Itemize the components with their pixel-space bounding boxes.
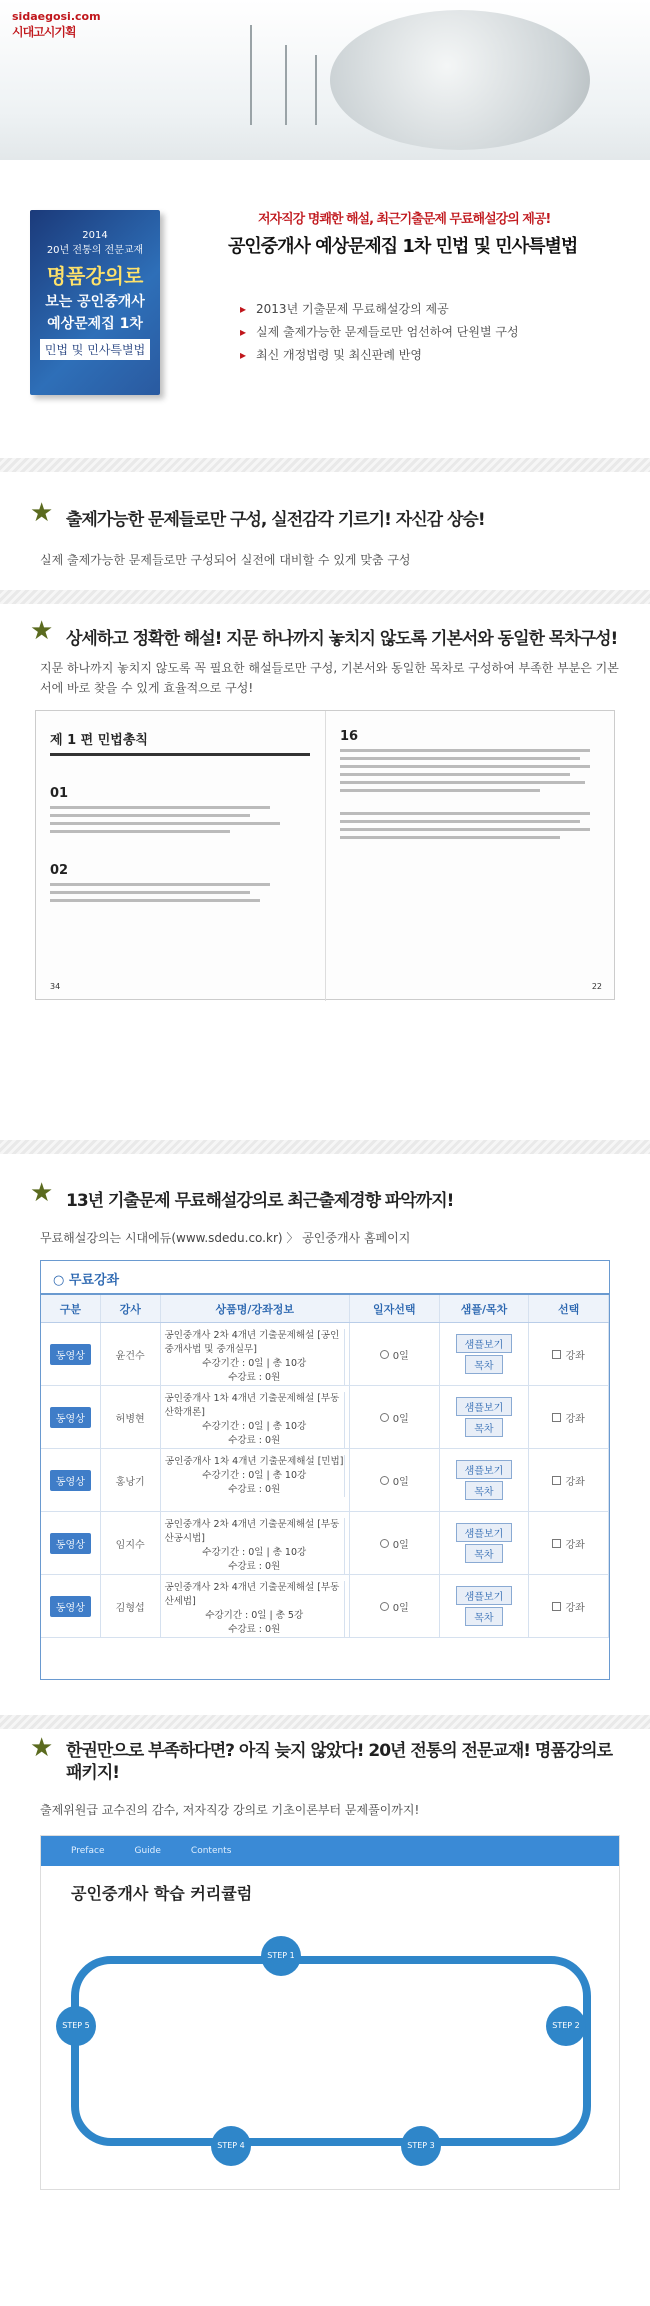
curriculum-title: 공인중개사 학습 커리큘럼 [71, 1884, 253, 1903]
table-row [41, 1323, 609, 1386]
teacher-cell: 김형섭 [101, 1575, 161, 1637]
course-info-cell [161, 1512, 350, 1574]
toc-button[interactable]: 목차 [465, 1481, 502, 1500]
select-label: 강좌 [565, 1476, 585, 1488]
sample-question-number: 02 [50, 863, 69, 878]
type-cell [41, 1323, 101, 1385]
section-title: 한권만으로 부족하다면? 아직 늦지 않았다! 20년 전통의 전문교재! 명품강의로 패키지! [66, 1741, 613, 1783]
divider [0, 458, 650, 472]
book-title: 명품강의로 [46, 264, 144, 288]
windmill-icon [285, 45, 287, 125]
date-cell [350, 1575, 440, 1637]
teacher-cell: 홍낭기 [101, 1449, 161, 1511]
table-row [41, 1449, 609, 1512]
sample-button[interactable]: 샘플보기 [456, 1586, 513, 1605]
header-cell: 구분 [41, 1295, 101, 1322]
sample-cell [440, 1323, 530, 1385]
video-badge[interactable]: 동영상 [50, 1470, 91, 1491]
book-year: 2014 [82, 230, 108, 241]
course-name[interactable]: 공인중개사 1차 4개년 기출문제해설 [부동산학개론] [165, 1392, 345, 1420]
select-label: 강좌 [565, 1602, 585, 1614]
circle-icon: ○ [53, 1273, 69, 1288]
section-title: 출제가능한 문제들로만 구성, 실전감각 기르기! 자신감 상승! [66, 510, 485, 530]
toc-button[interactable]: 목차 [465, 1418, 502, 1437]
select-label: 강좌 [565, 1539, 585, 1551]
brand-logo[interactable] [12, 10, 101, 40]
video-badge[interactable]: 동영상 [50, 1407, 91, 1428]
section-title: 상세하고 정확한 해설! 지문 하나까지 놓치지 않도록 기본서와 동일한 목차구성! [66, 629, 618, 649]
video-badge[interactable]: 동영상 [50, 1533, 91, 1554]
star-icon: ★ [30, 1178, 54, 1208]
step-marker: STEP 4 [211, 2126, 251, 2166]
page-number: 22 [591, 982, 602, 991]
teacher-cell: 임지수 [101, 1512, 161, 1574]
page-number: 34 [50, 982, 61, 991]
table-row [41, 1575, 609, 1638]
intro-bullet: ▸ 최신 개정법령 및 최신판례 반영 [240, 346, 422, 363]
select-label: 강좌 [565, 1350, 585, 1362]
sample-button[interactable]: 샘플보기 [456, 1460, 513, 1479]
intro-tagline: 저자직강 명쾌한 해설, 최근기출문제 무료해설강의 제공! [258, 212, 551, 227]
course-name[interactable]: 공인중개사 2차 4개년 기출문제해설 [부동산세법] [165, 1581, 345, 1609]
header-cell: 강사 [101, 1295, 161, 1322]
book-cover [30, 210, 160, 395]
course-info-cell [161, 1449, 350, 1511]
step-marker: STEP 2 [546, 2006, 586, 2046]
date-radio[interactable] [380, 1413, 389, 1422]
header-cell: 상품명/강좌정보 [161, 1295, 350, 1322]
brand-name: 시대고시기획 [12, 25, 76, 39]
course-name[interactable]: 공인중개사 2차 4개년 기출문제해설 [공인중개사법 및 중개실무] [165, 1329, 345, 1357]
sample-cell [440, 1386, 530, 1448]
sample-question-number: 01 [50, 786, 69, 801]
lecture-table-title: ○ 무료강좌 [41, 1261, 609, 1295]
course-period: 수강기간 : 0일 | 총 10강 [165, 1546, 345, 1560]
divider [0, 1140, 650, 1154]
course-period: 수강기간 : 0일 | 총 5강 [165, 1609, 345, 1623]
star-icon: ★ [30, 498, 54, 528]
section-desc: 무료해설강의는 시대에듀(www.sdedu.co.kr) 〉 공인중개사 홈페이지 [40, 1231, 411, 1245]
section-desc: 실제 출제가능한 문제들로만 구성되어 실전에 대비할 수 있게 맞춤 구성 [40, 553, 411, 567]
section-desc: 출제위원급 교수진의 감수, 저자직강 강의로 기초이론부터 문제풀이까지! [40, 1803, 420, 1817]
divider [0, 1715, 650, 1729]
type-cell [41, 1449, 101, 1511]
sample-button[interactable]: 샘플보기 [456, 1334, 513, 1353]
book-title-4: 민법 및 민사특별법 [40, 339, 150, 360]
date-label: 0일 [392, 1350, 409, 1362]
date-label: 0일 [392, 1602, 409, 1614]
nav-item: Guide [134, 1846, 161, 1856]
sample-button[interactable]: 샘플보기 [456, 1397, 513, 1416]
sample-cell [440, 1449, 530, 1511]
date-radio[interactable] [380, 1350, 389, 1359]
course-info-cell [161, 1575, 350, 1637]
header-cell: 샘플/목차 [440, 1295, 530, 1322]
intro-bullet: ▸ 실제 출제가능한 문제들로만 엄선하여 단원별 구성 [240, 323, 519, 340]
table-row [41, 1512, 609, 1575]
video-badge[interactable]: 동영상 [50, 1344, 91, 1365]
select-cell [529, 1449, 609, 1511]
course-info-cell [161, 1386, 350, 1448]
date-cell [350, 1449, 440, 1511]
sample-page-image [35, 710, 615, 1000]
header-cell: 선택 [529, 1295, 609, 1322]
globe-image [330, 10, 590, 150]
type-cell [41, 1575, 101, 1637]
table-row [41, 1386, 609, 1449]
select-checkbox[interactable] [552, 1350, 561, 1359]
windmill-icon [250, 25, 252, 125]
section-desc: 지문 하나까지 놓치지 않도록 꼭 필요한 해설들로만 구성, 기본서와 동일한 목차로 구성하여 부족한 부분은 기본서에 바로 찾을 수 있게 효율적으로 구성! [40, 661, 619, 695]
date-cell [350, 1512, 440, 1574]
sample-button[interactable]: 샘플보기 [456, 1523, 513, 1542]
book-subtitle: 20년 전통의 전문교재 [46, 245, 144, 256]
date-radio[interactable] [380, 1476, 389, 1485]
star-icon: ★ [30, 1733, 54, 1763]
sample-cell [440, 1512, 530, 1574]
toc-button[interactable]: 목차 [465, 1355, 502, 1374]
date-cell [350, 1386, 440, 1448]
course-info-cell [161, 1323, 350, 1385]
course-name[interactable]: 공인중개사 2차 4개년 기출문제해설 [부동산공시법] [165, 1518, 345, 1546]
nav-item: Contents [190, 1846, 232, 1856]
divider [0, 590, 650, 604]
course-period: 수강기간 : 0일 | 총 10강 [165, 1420, 345, 1434]
select-cell [529, 1512, 609, 1574]
step-marker: STEP 3 [401, 2126, 441, 2166]
course-period: 수강기간 : 0일 | 총 10강 [165, 1469, 345, 1483]
windmill-icon [315, 55, 317, 125]
teacher-cell: 윤건수 [101, 1323, 161, 1385]
date-label: 0일 [392, 1539, 409, 1551]
curriculum-nav [41, 1836, 619, 1866]
brand-url: sidaegosi.com [12, 10, 101, 23]
video-badge[interactable]: 동영상 [50, 1596, 91, 1617]
select-cell [529, 1386, 609, 1448]
date-cell [350, 1323, 440, 1385]
toc-button[interactable]: 목차 [465, 1607, 502, 1626]
type-cell [41, 1386, 101, 1448]
course-price: 수강료 : 0원 [165, 1371, 345, 1385]
course-price: 수강료 : 0원 [165, 1623, 345, 1637]
intro-bullet: ▸ 2013년 기출문제 무료해설강의 제공 [240, 300, 449, 317]
select-checkbox[interactable] [552, 1413, 561, 1422]
course-name[interactable]: 공인중개사 1차 4개년 기출문제해설 [민법] [165, 1456, 344, 1467]
select-checkbox[interactable] [552, 1476, 561, 1485]
date-radio[interactable] [380, 1539, 389, 1548]
date-label: 0일 [392, 1476, 409, 1488]
date-label: 0일 [392, 1413, 409, 1425]
step-marker: STEP 5 [56, 2006, 96, 2046]
select-cell [529, 1575, 609, 1637]
star-icon: ★ [30, 616, 54, 646]
sample-cell [440, 1575, 530, 1637]
teacher-cell: 허병현 [101, 1386, 161, 1448]
course-price: 수강료 : 0원 [165, 1483, 345, 1497]
select-checkbox[interactable] [552, 1602, 561, 1611]
course-price: 수강료 : 0원 [165, 1560, 345, 1574]
nav-item: Preface [71, 1846, 105, 1856]
sample-question-number: 16 [340, 729, 359, 744]
curriculum-track [71, 1956, 591, 2146]
toc-button[interactable]: 목차 [465, 1544, 502, 1563]
header-cell: 일자선택 [350, 1295, 440, 1322]
curriculum-image [40, 1835, 620, 2190]
date-radio[interactable] [380, 1602, 389, 1611]
lecture-table [40, 1260, 610, 1680]
intro-title: 공인중개사 예상문제집 1차 민법 및 민사특별법 [228, 236, 578, 257]
section-title: 13년 기출문제 무료해설강의로 최근출제경향 파악까지! [66, 1191, 454, 1211]
book-title-3: 예상문제집 1차 [47, 316, 143, 332]
table-header [41, 1295, 609, 1323]
select-checkbox[interactable] [552, 1539, 561, 1548]
sample-chapter-title: 제 1 편 민법총칙 [50, 733, 148, 748]
type-cell [41, 1512, 101, 1574]
book-title-2: 보는 공인중개사 [45, 294, 145, 310]
course-period: 수강기간 : 0일 | 총 10강 [165, 1357, 345, 1371]
select-label: 강좌 [565, 1413, 585, 1425]
select-cell [529, 1323, 609, 1385]
course-price: 수강료 : 0원 [165, 1434, 345, 1448]
step-marker: STEP 1 [261, 1936, 301, 1976]
